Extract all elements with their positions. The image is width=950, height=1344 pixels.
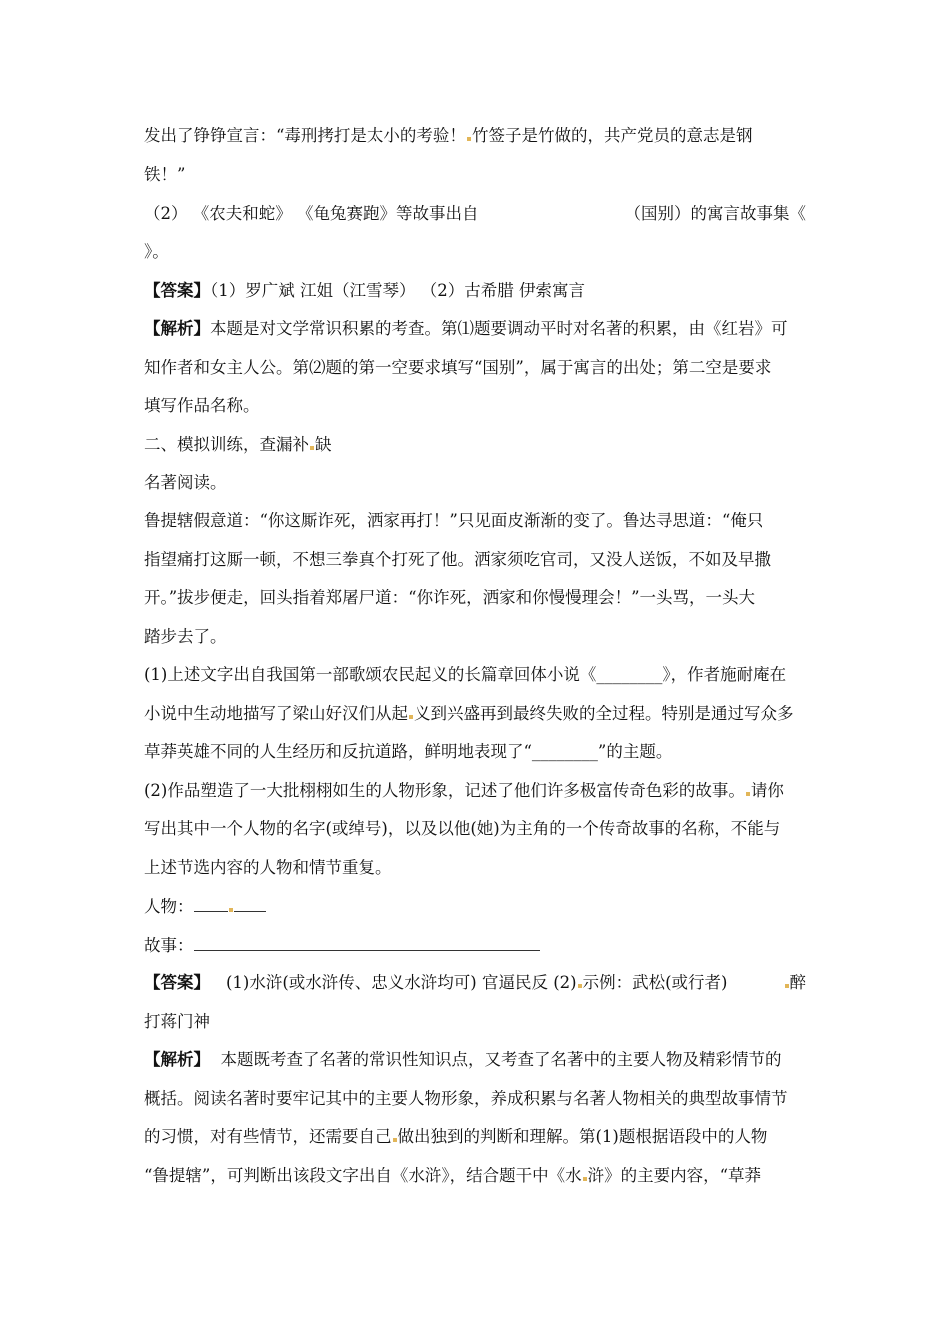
revision-mark (746, 792, 750, 796)
text-segment: 发出了铮铮宣言：“毒刑拷打是太小的考验！ (144, 126, 466, 145)
question-line (144, 780, 806, 802)
revision-mark (578, 984, 582, 988)
text-segment: 鲁提辖假意道：“你这厮诈死，洒家再打！”只见面皮渐渐的变了。鲁达寻思道：“俺只 (144, 511, 764, 530)
text-line (144, 510, 806, 532)
blank-underline (194, 934, 540, 951)
answer-label: 【答案】 (144, 281, 210, 300)
text-line: 踏步去了。 (144, 627, 227, 646)
text-line (144, 203, 806, 225)
text-line (144, 125, 806, 147)
revision-mark (409, 715, 413, 719)
text-segment: 的习惯，对有些情节，还需要自己 (144, 1127, 392, 1146)
text-segment: “鲁提辖”，可判断出该段文字出自《水浒》，结合题干中《水 (144, 1166, 582, 1185)
text-line: 上述节选内容的人物和情节重复。 (144, 858, 392, 877)
analysis-line (144, 318, 806, 340)
analysis-line (144, 1049, 806, 1071)
text-line (144, 703, 806, 725)
answer-text: (1)水浒(或水浒传、忠义水浒均可) 官逼民反 (2) (226, 973, 577, 992)
text-segment: （2） 《农夫和蛇》 《龟兔赛跑》等故事出自 (144, 204, 479, 223)
text-line (144, 587, 806, 609)
text-line (144, 1088, 806, 1110)
text-segment: 概括。阅读名著时要牢记其中的主要人物形象，养成积累与名著人物相关的典型故事情节 (144, 1089, 788, 1108)
text-line (144, 549, 806, 571)
character-label: 人物： (144, 897, 194, 916)
text-segment: （国别）的寓言故事集《 (624, 204, 806, 223)
text-segment: 缺 (315, 435, 332, 454)
text-segment: 写出其中一个人物的名字(或绰号)，以及以他(她)为主角的一个传奇故事的名称，不能与 (144, 819, 781, 838)
text-line (144, 1165, 806, 1187)
text-line (144, 818, 806, 840)
answer-text: 示例：武松(或行者) (582, 973, 728, 992)
text-line: 铁！” (144, 165, 186, 184)
text-segment: 做出独到的判断和理解。第(1)题根据语段中的人物 (397, 1127, 768, 1146)
text-segment: 知作者和女主人公。第⑵题的第一空要求填写“国别”，属于寓言的出处；第二空是要求 (144, 358, 772, 377)
text-line (144, 357, 806, 379)
text-segment: 义到兴盛再到最终失败的全过程。特别是通过写众多 (414, 704, 794, 723)
analysis-text: 本题既考查了名著的常识性知识点，又考查了名著中的主要人物及精彩情节的 (210, 1050, 782, 1069)
revision-mark (467, 137, 471, 141)
answer-text: 醉 (789, 973, 806, 992)
revision-mark (229, 908, 233, 912)
revision-mark (310, 446, 314, 450)
answer-line (144, 280, 585, 302)
revision-mark (785, 984, 789, 988)
section-heading (144, 434, 332, 456)
blank-underline (234, 895, 266, 912)
text-line: 填写作品名称。 (144, 396, 260, 415)
text-line (144, 1126, 806, 1148)
analysis-label: 【解析】 (144, 1050, 210, 1069)
text-segment: 浒》的主要内容，“草莽 (587, 1166, 762, 1185)
text-segment: 二、模拟训练，查漏补 (144, 435, 309, 454)
text-segment: 指望痛打这厮一顿，不想三拳真个打死了他。洒家须吃官司，又没人送饭，不如及早撒 (144, 550, 771, 569)
answer-line (144, 972, 806, 994)
story-label: 故事： (144, 936, 194, 955)
revision-mark (393, 1138, 397, 1142)
analysis-text: 本题是对文学常识积累的考查。第⑴题要调动平时对名著的积累，由《红岩》可 (210, 319, 788, 338)
story-answer-line (144, 934, 540, 956)
analysis-label: 【解析】 (144, 319, 210, 338)
text-segment: 竹签子是竹做的，共产党员的意志是钢 (471, 126, 753, 145)
text-segment: 小说中生动地描写了梁山好汉们从起 (144, 704, 408, 723)
text-segment: 开。”拔步便走，回头指着郑屠尸道：“你诈死，洒家和你慢慢理会！”一头骂，一头大 (144, 588, 756, 607)
answer-label: 【答案】 (144, 973, 210, 992)
text-line: 打蒋门神 (144, 1012, 210, 1031)
revision-mark (583, 1177, 587, 1181)
text-segment: (2)作品塑造了一大批栩栩如生的人物形象，记述了他们许多极富传奇色彩的故事。 (144, 781, 745, 800)
text-segment: (1)上述文字出自我国第一部歌颂农民起义的长篇章回体小说《________》，作者施耐庵在 (144, 665, 787, 684)
blank-underline (194, 895, 228, 912)
text-line: 》。 (144, 242, 169, 261)
character-answer-line (144, 895, 266, 917)
question-line (144, 664, 806, 686)
text-line: 名著阅读。 (144, 473, 227, 492)
text-line: 草莽英雄不同的人生经历和反抗道路，鲜明地表现了“________”的主题。 (144, 742, 673, 761)
answer-text: （1）罗广斌 江姐（江雪琴） （2）古希腊 伊索寓言 (210, 281, 585, 300)
text-segment: 请你 (750, 781, 784, 800)
